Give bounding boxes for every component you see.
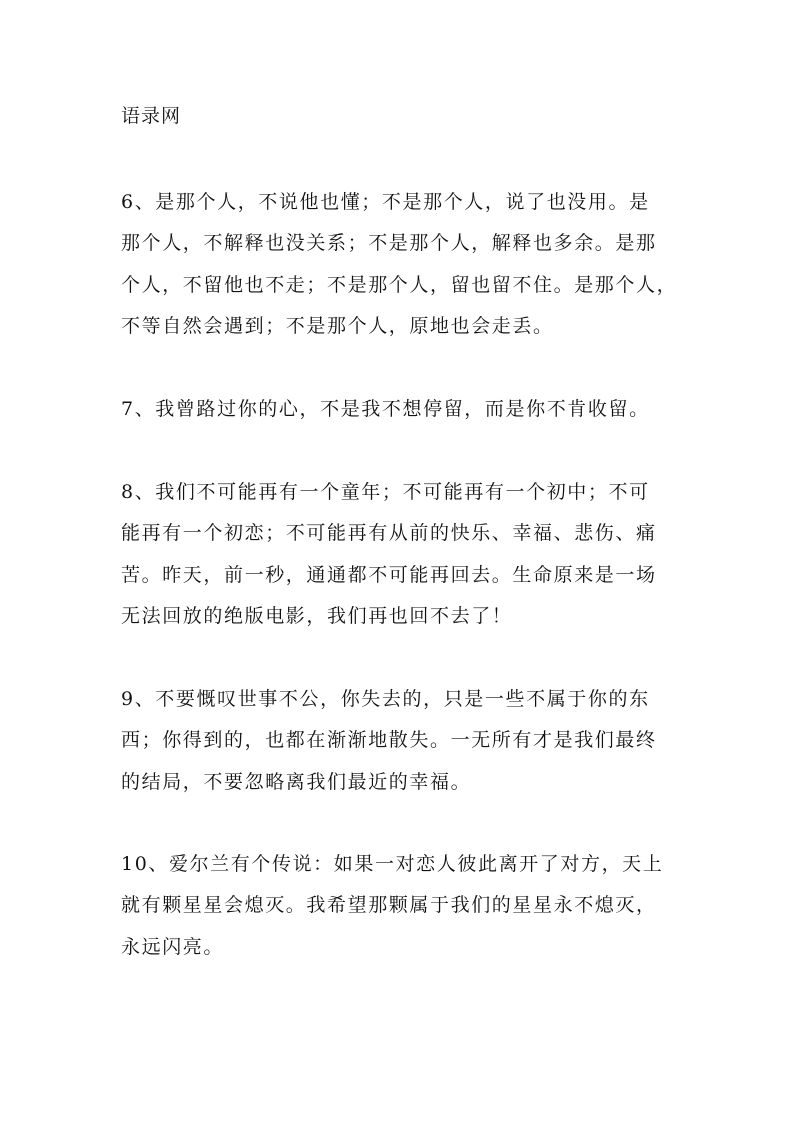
paragraph-line: 9、不要慨叹世事不公，你失去的，只是一些不属于你的东 xyxy=(121,688,650,710)
paragraph-line: 无法回放的绝版电影，我们再也回不去了！ xyxy=(121,604,513,627)
paragraph-line: 就有颗星星会熄灭。我希望那颗属于我们的星星永不熄灭， xyxy=(121,894,657,917)
quote-paragraph-9 xyxy=(121,679,681,803)
quote-paragraph-8 xyxy=(121,472,681,637)
paragraph-line: 永远闪亮。 xyxy=(121,935,225,958)
paragraph-line: 不等自然会遇到；不是那个人，原地也会走丢。 xyxy=(121,314,554,337)
paragraph-line: 个人，不留他也不走；不是那个人，留也留不住。是那个人， xyxy=(121,273,678,296)
paragraph-line: 7、我曾路过你的心，不是我不想停留，而是你不肯收留。 xyxy=(121,398,650,420)
paragraph-line: 6、是那个人，不说他也懂；不是那个人，说了也没用。是 xyxy=(121,191,650,213)
paragraph-line: 那个人，不解释也没关系；不是那个人，解释也多余。是那 xyxy=(121,232,657,255)
quote-paragraph-10 xyxy=(121,844,681,968)
site-header: 语录网 xyxy=(121,105,182,127)
paragraph-line: 能再有一个初恋；不可能再有从前的快乐、幸福、悲伤、痛 xyxy=(121,522,657,545)
paragraph-line: 苦。昨天，前一秒，通通都不可能再回去。生命原来是一场 xyxy=(121,563,657,586)
quote-paragraph-6 xyxy=(121,182,681,347)
paragraph-line: 西；你得到的，也都在渐渐地散失。一无所有才是我们最终 xyxy=(121,729,657,752)
quote-paragraph-7 xyxy=(121,389,681,430)
paragraph-line: 10、爱尔兰有个传说：如果一对恋人彼此离开了对方，天上 xyxy=(121,853,664,875)
paragraph-line: 8、我们不可能再有一个童年；不可能再有一个初中；不可 xyxy=(121,481,650,503)
paragraph-line: 的结局，不要忽略离我们最近的幸福。 xyxy=(121,770,472,793)
